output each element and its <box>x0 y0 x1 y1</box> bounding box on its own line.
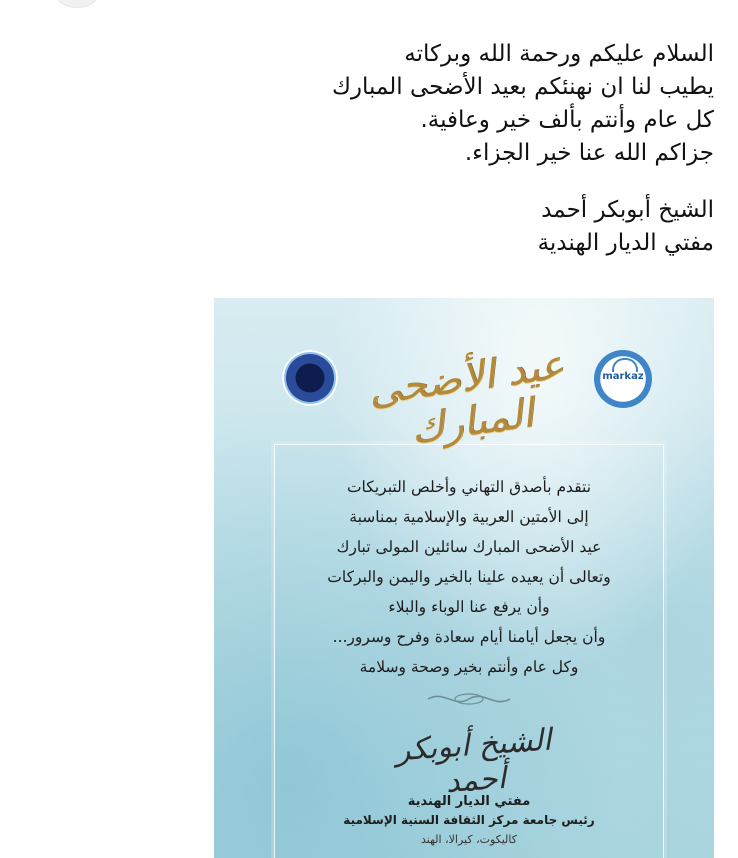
markaz-logo-label: markaz <box>602 371 644 382</box>
footer-location: كاليكوت، كيرالا، الهند <box>421 833 517 846</box>
seal-logo-icon <box>282 350 338 406</box>
card-body-line: وأن يجعل أيامنا أيام سعادة وفرح وسرور... <box>332 628 606 646</box>
signature-calligraphy: الشيخ أبوبكر أحمد <box>394 722 553 800</box>
message-line: يطيب لنا ان نهنئكم بعيد الأضحى المبارك <box>331 74 714 100</box>
greeting-card-image[interactable] <box>214 298 714 858</box>
signature-name: الشيخ أبوبكر أحمد <box>541 197 714 223</box>
card-footer <box>294 792 644 849</box>
card-body-line: إلى الأمتين العربية والإسلامية بمناسبة <box>349 508 589 526</box>
markaz-logo-icon <box>594 350 652 408</box>
signature-title: مفتي الديار الهندية <box>537 230 714 256</box>
message-line: كل عام وأنتم بألف خير وعافية. <box>420 107 714 133</box>
card-body-line: عيد الأضحى المبارك سائلين المولى تبارك <box>336 538 602 556</box>
card-body-line: وتعالى أن يعيده علينا بالخير واليمن والبركات <box>327 568 611 586</box>
message-line: جزاكم الله عنا خير الجزاء. <box>464 140 714 166</box>
card-body-line: نتقدم بأصدق التهاني وأخلص التبريكات <box>346 478 592 496</box>
footer-title: مفتي الديار الهندية <box>407 794 531 809</box>
card-body-line: وأن يرفع عنا الوباء والبلاء <box>388 598 550 616</box>
message-line: السلام عليكم ورحمة الله وبركاته <box>404 41 714 67</box>
ornament-divider-icon <box>424 688 514 710</box>
avatar[interactable] <box>55 0 99 8</box>
card-body-line: وكل عام وأنتم بخير وصحة وسلامة <box>359 658 579 676</box>
footer-role: رئيس جامعة مركز الثقافة السنية الإسلامية <box>343 813 595 827</box>
card-body <box>304 472 634 682</box>
card-title-calligraphy: عيد الأضحى المبارك <box>365 341 567 454</box>
message-bubble <box>154 38 714 260</box>
